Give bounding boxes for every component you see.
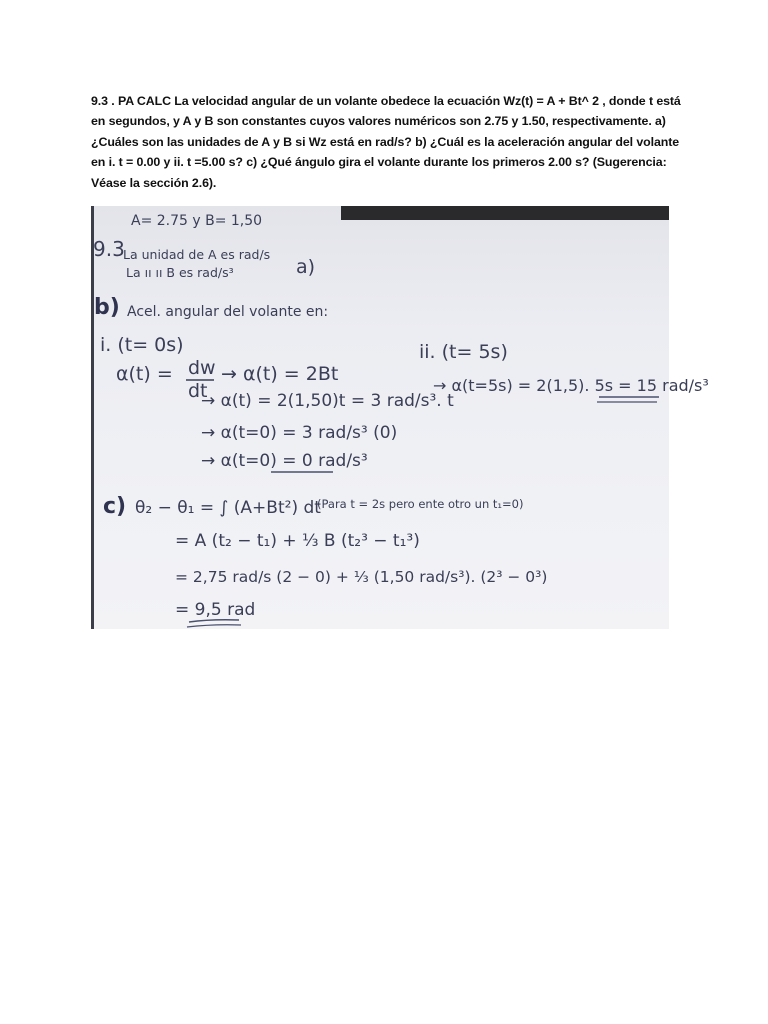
hw-part-c: c)	[103, 494, 127, 519]
hw-c-line-3: = 2,75 rad/s (2 − 0) + ⅓ (1,50 rad/s³). (2³ − 0³)	[175, 568, 548, 586]
hw-i-line-3: → α(t=0) = 3 rad/s³ (0)	[201, 423, 398, 443]
underline-answer-c-2	[187, 625, 241, 627]
hw-given: A= 2.75 y B= 1,50	[131, 213, 263, 229]
hw-i-line-1c: dt	[188, 380, 208, 402]
hw-i-line-2: → α(t) = 2(1,50)t = 3 rad/s³. t	[201, 391, 454, 411]
hw-i-line-1b: dw	[188, 357, 216, 379]
hw-i-line-4: → α(t=0) = 0 rad/s³	[201, 451, 368, 471]
hw-part-b: b)	[94, 295, 120, 320]
hw-c-line-4: = 9,5 rad	[175, 600, 256, 620]
hw-b-title: Acel. angular del volante en:	[127, 304, 329, 320]
hw-c-line-2: = A (t₂ − t₁) + ⅓ B (t₂³ − t₁³)	[175, 531, 420, 551]
hw-c-note: (Para t = 2s pero ente otro un t₁=0)	[317, 497, 524, 511]
hw-units-line-2: La ıı ıı B es rad/s³	[126, 265, 234, 280]
hw-i-line-1a: α(t) =	[116, 363, 173, 385]
hw-i-label: i. (t= 0s)	[100, 334, 184, 356]
handwriting-layer	[91, 206, 709, 629]
underline-answer-c-1	[189, 620, 239, 622]
hw-c-line-1: θ₂ − θ₁ = ∫ (A+Bt²) dt	[135, 498, 321, 518]
hw-i-line-1d: → α(t) = 2Bt	[221, 363, 339, 385]
hw-ii-line: → α(t=5s) = 2(1,5). 5s = 15 rad/s³	[433, 376, 709, 395]
hw-ii-label: ii. (t= 5s)	[419, 341, 508, 363]
problem-statement: 9.3 . PA CALC La velocidad angular de un volante obedece la ecuación Wz(t) = A + Bt^ 2 , donde t está en segundos, y A y B son constantes cuyos valores numéricos son 2.75 y 1.50, respectivamente. a) ¿Cuáles son las unidades de A y B si Wz está en rad/s? b) ¿Cuál es la aceleración angular del volante en i. t = 0.00 y ii. t =5.00 s? c) ¿Qué ángulo gira el volante durante los primeros 2.00 s? (Sugerencia: Véase la sección 2.6).	[91, 94, 681, 190]
hw-part-a: a)	[296, 256, 316, 278]
handwritten-solution-photo	[91, 206, 709, 629]
hw-problem-number: 9.3	[93, 237, 125, 261]
hw-units-line-1: La unidad de A es rad/s	[123, 247, 271, 262]
